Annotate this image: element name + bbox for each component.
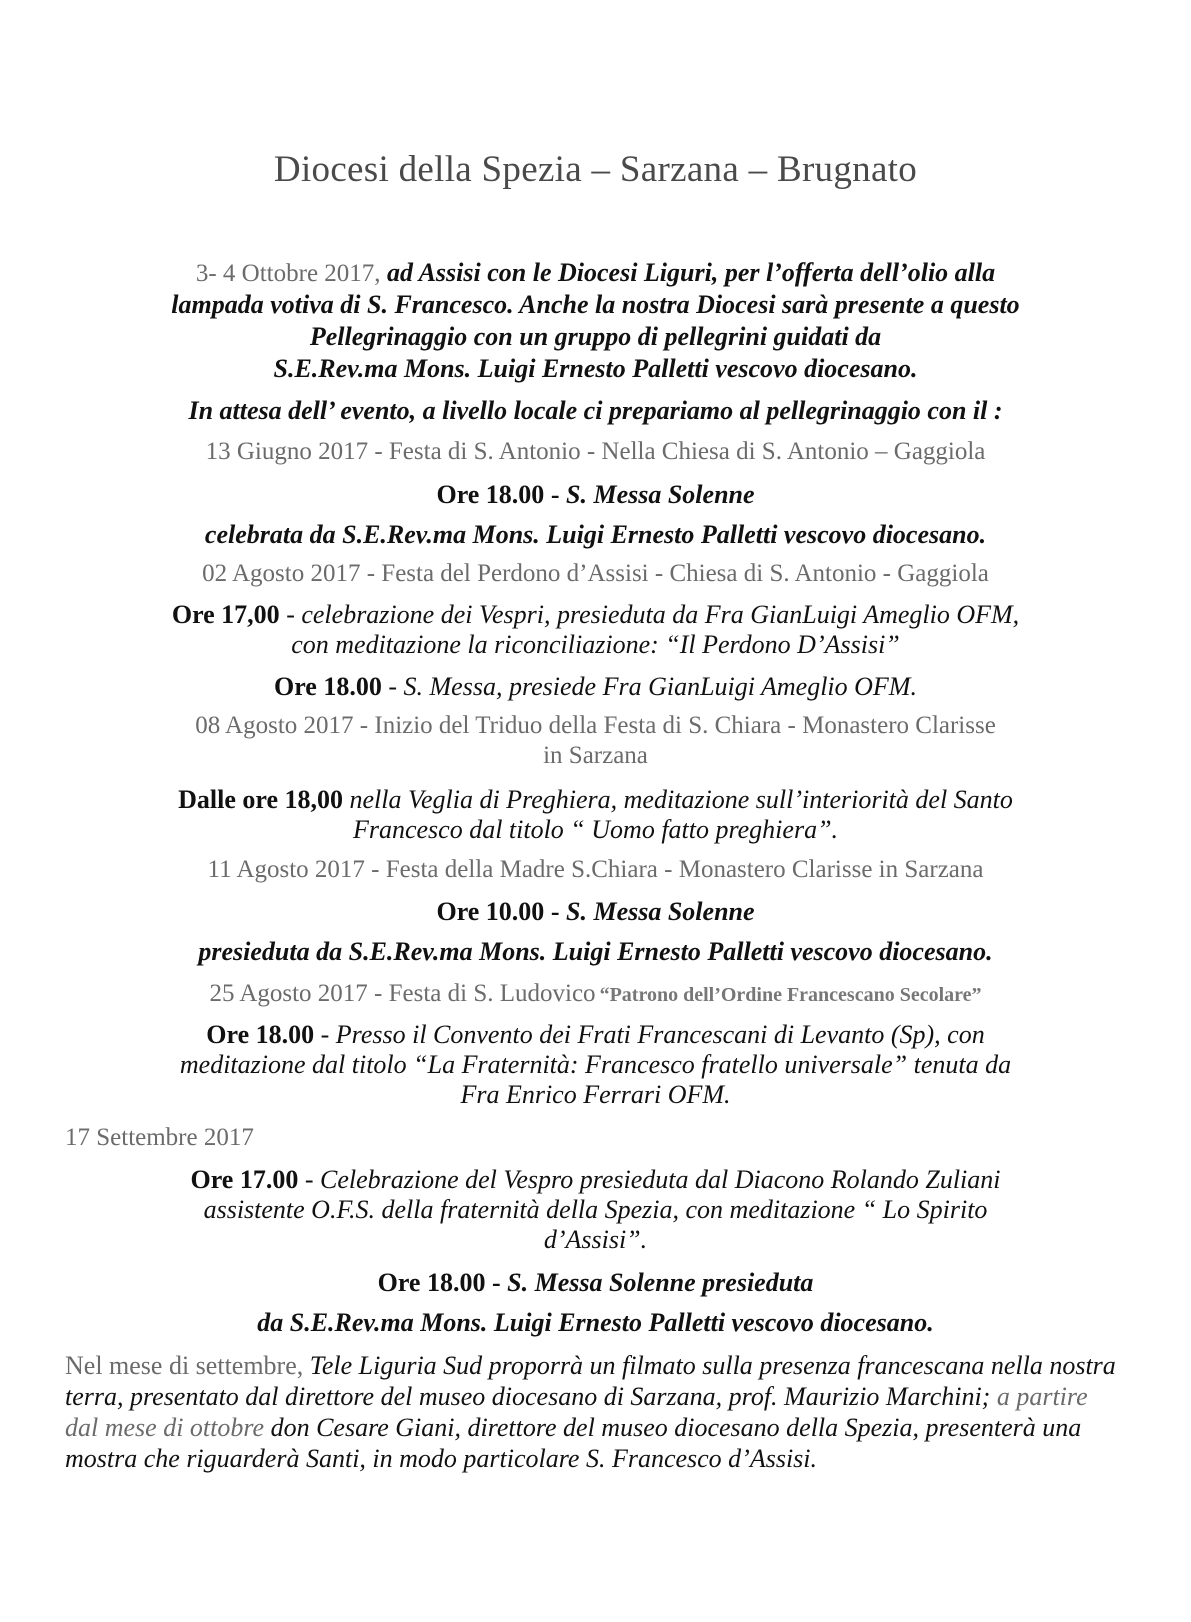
event-5-row-2: meditazione dal titolo “La Fraternità: Francesco fratello universale” tenuta da	[179, 1050, 1012, 1079]
event-6-celebrant: da S.E.Rev.ma Mons. Luigi Ernesto Palletti vescovo diocesano.	[257, 1308, 934, 1337]
event-3-row-2: Francesco dal titolo “ Uomo fatto preghiera”.	[352, 815, 839, 844]
event-6-row-2: assistente O.F.S. della fraternità della Spezia, con meditazione “ Lo Spirito	[203, 1195, 988, 1224]
event-2-header: 02 Agosto 2017 - Festa del Perdono d’Assisi - Chiesa di S. Antonio - Gaggiola	[202, 560, 989, 587]
intro-line-1: 3- 4 Ottobre 2017, ad Assisi con le Diocesi Liguri, per l’offerta dell’olio alla	[195, 258, 996, 287]
event-2-row-1: Ore 17,00 - celebrazione dei Vespri, presieduta da Fra GianLuigi Ameglio OFM,	[171, 600, 1020, 629]
page-title: Diocesi della Spezia – Sarzana – Brugnato	[273, 149, 918, 190]
event-2-row-2: con meditazione la riconciliazione: “Il Perdono D’Assisi”	[291, 630, 900, 659]
event-3-row-1: Dalle ore 18,00 nella Veglia di Preghiera, meditazione sull’interiorità del Santo	[178, 785, 1013, 814]
event-6-row-1: Ore 17.00 - Celebrazione del Vespro presieduta dal Diacono Rolando Zuliani	[190, 1165, 1001, 1194]
event-2-row-3: Ore 18.00 - S. Messa, presiede Fra GianLuigi Ameglio OFM.	[274, 672, 917, 701]
event-6-header: 17 Settembre 2017	[65, 1124, 254, 1151]
closing-paragraph: Nel mese di settembre, Tele Liguria Sud proporrà un filmato sulla presenza francescana nella nostra terra, presentato dal direttore del museo diocesano di Sarzana, prof. Maurizio Marchini; a partire dal mese di ottobre don Cesare Giani, direttore del museo diocesano della Spezia, presenterà una mostra che riguarderà Santi, in modo particolare S. Francesco d’Assisi.	[65, 1351, 1116, 1473]
event-4-celebrant: presieduta da S.E.Rev.ma Mons. Luigi Ernesto Palletti vescovo diocesano.	[198, 937, 993, 966]
event-5-row-1: Ore 18.00 - Presso il Convento dei Frati Francescani di Levanto (Sp), con	[206, 1020, 985, 1049]
intro-line-3: Pellegrinaggio con un gruppo di pellegrini guidati da	[309, 322, 882, 351]
intro-line-2: lampada votiva di S. Francesco. Anche la nostra Diocesi sarà presente a questo	[171, 290, 1020, 319]
intro-line-4: S.E.Rev.ma Mons. Luigi Ernesto Palletti vescovo diocesano.	[273, 354, 918, 383]
event-5-header: 25 Agosto 2017 - Festa di S. Ludovico “Patrono dell’Ordine Francescano Secolare”	[209, 980, 982, 1007]
event-4-time-row: Ore 10.00 - S. Messa Solenne	[436, 897, 755, 926]
intro-date: 3- 4 Ottobre 2017,	[195, 260, 381, 287]
intro-line-5: In attesa dell’ evento, a livello locale ci prepariamo al pellegrinaggio con il :	[188, 396, 1003, 425]
event-6-row-4: Ore 18.00 - S. Messa Solenne presieduta	[377, 1268, 814, 1297]
event-4-header: 11 Agosto 2017 - Festa della Madre S.Chiara - Monastero Clarisse in Sarzana	[207, 856, 984, 883]
event-1-celebrant: celebrata da S.E.Rev.ma Mons. Luigi Ernesto Palletti vescovo diocesano.	[204, 520, 987, 549]
event-3-header-2: in Sarzana	[543, 742, 648, 769]
event-6-row-3: d’Assisi”.	[543, 1225, 648, 1254]
event-1-time-row: Ore 18.00 - S. Messa Solenne	[436, 480, 755, 509]
event-3-header-1: 08 Agosto 2017 - Inizio del Triduo della Festa di S. Chiara - Monastero Clarisse	[195, 712, 996, 739]
event-1-header: 13 Giugno 2017 - Festa di S. Antonio - Nella Chiesa di S. Antonio – Gaggiola	[205, 438, 986, 465]
event-5-row-3: Fra Enrico Ferrari OFM.	[460, 1080, 731, 1109]
